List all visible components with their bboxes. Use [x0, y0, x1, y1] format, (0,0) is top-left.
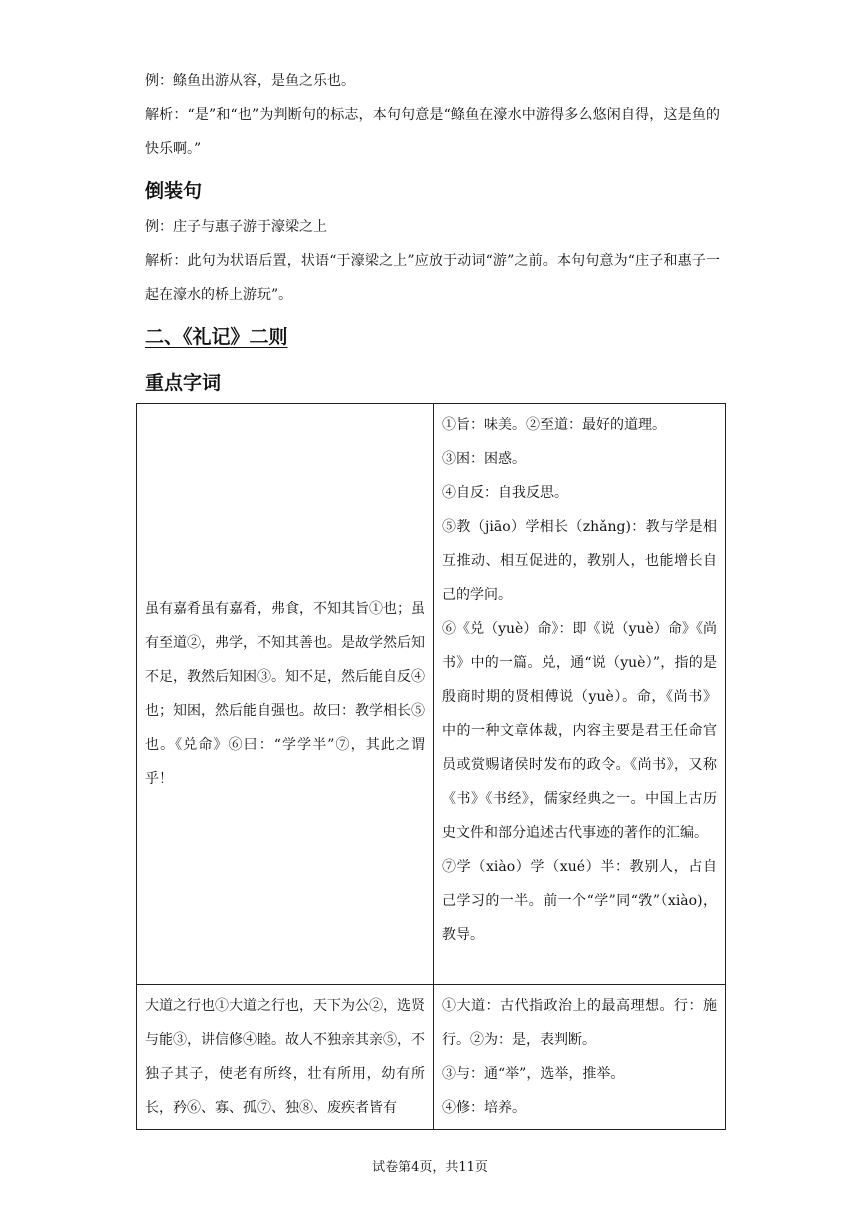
note-line: ⑥《兑（yuè）命》：即《说（yuè）命》《尚书》中的一篇。兑，通“说（yuè）”，指的是殷商时期的贤相傅说（yuè）。命，《尚书》中的一种文章体裁，内容主要是君王任命官员或赏赐诸侯时发布的政令。《尚书》，又称《书》《书经》，儒家经典之一。中国上古历史文件和部分追述古代事迹的著作的汇编。 — [442, 621, 717, 841]
table-row — [137, 404, 726, 985]
analysis-text: 解析：“是”和“也”为判断句的标志，本句句意是“鲦鱼在濠水中游得多么悠闲自得，这是鱼的快乐啊。” — [145, 107, 720, 157]
heading-key-words: 重点字词 — [145, 372, 222, 394]
heading-inverted-sentence: 倒装句 — [145, 180, 203, 202]
note-line: ①大道：古代指政治上的最高理想。行：施行。②为：是，表判断。 — [442, 998, 717, 1048]
section-title: 二、《礼记》二则 — [145, 326, 288, 348]
page-footer: 试卷第4页，共11页 — [372, 1160, 488, 1175]
vocabulary-table — [136, 403, 726, 1130]
note-line: ④修：培养。 — [442, 1100, 526, 1116]
note-line: ④自反：自我反思。 — [442, 485, 568, 501]
note-line: ③困：困惑。 — [442, 451, 526, 467]
note-line: ⑤教（jiāo）学相长（zhǎng)：教与学是相互推动、相互促进的，教别人，也能增长自己的学问。 — [442, 519, 717, 603]
note-line: ③与：通“举”，选举，推举。 — [442, 1066, 625, 1082]
passage-cell: 大道之行也①大道之行也，天下为公②，选贤与能③，讲信修④睦。故人不独亲其亲⑤，不独子其子，使老有所终，壮有所用，幼有所长，矜⑥、寡、孤⑦、独⑧、废疾者皆有 — [137, 985, 434, 1130]
inverted-analysis: 解析：此句为状语后置，状语“于濠梁之上”应放于动词“游”之前。本句句意为“庄子和惠子一起在濠水的桥上游玩”。 — [145, 253, 720, 303]
note-line: ⑦学（xiào）学（xué）半：教别人，占自己学习的一半。前一个“学”同“敩”（xiào)，教导。 — [442, 859, 717, 943]
notes-cell — [434, 404, 726, 985]
inverted-example: 例：庄子与惠子游于濠梁之上 — [145, 219, 327, 235]
notes-cell — [434, 985, 726, 1130]
passage-cell: 虽有嘉肴虽有嘉肴，弗食，不知其旨①也；虽有至道②，弗学，不知其善也。是故学然后知不足，教然后知困③。知不足，然后能自反④也；知困，然后能自强也。故曰：教学相长⑤也。《兑命》⑥曰：“学学半”⑦，其此之谓乎！ — [137, 404, 434, 985]
example-sentence: 例：鲦鱼出游从容，是鱼之乐也。 — [145, 73, 355, 89]
note-line: ①旨：味美。②至道：最好的道理。 — [442, 417, 666, 433]
table-row — [137, 985, 726, 1130]
